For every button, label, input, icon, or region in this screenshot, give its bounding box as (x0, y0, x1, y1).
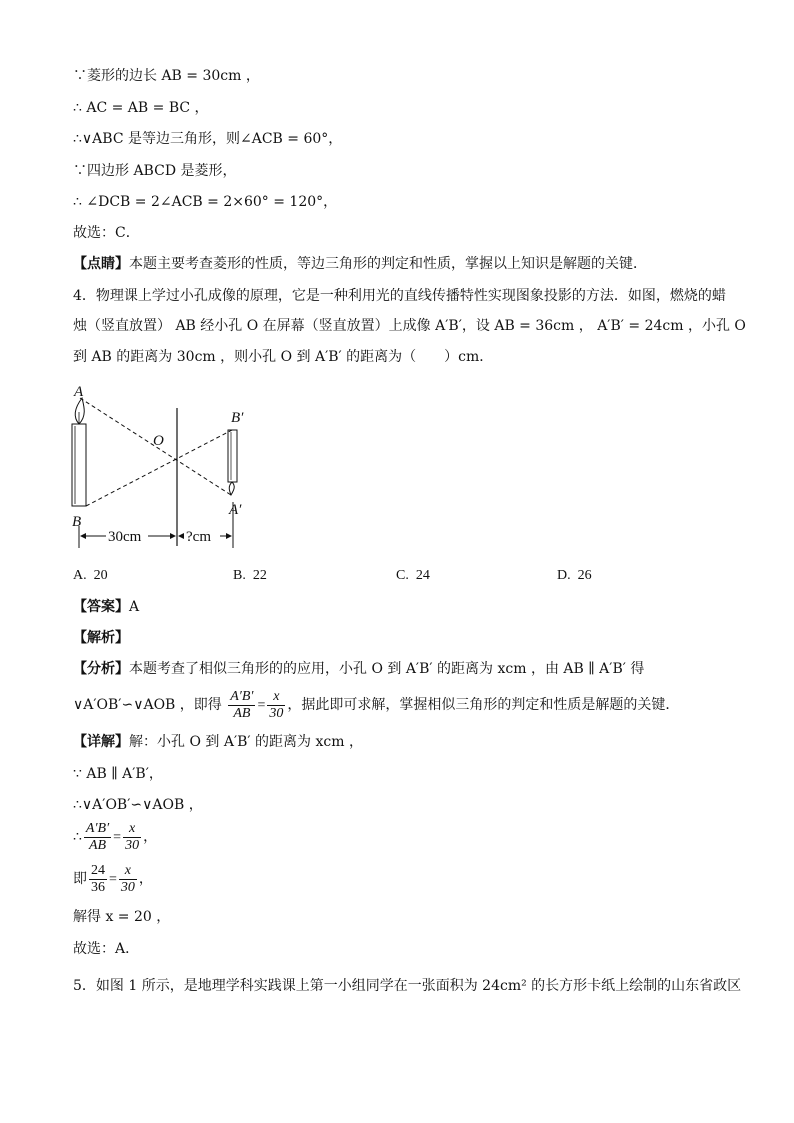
answer-value: A (129, 599, 140, 615)
detail-l5-den2: 30 (120, 879, 135, 895)
dim-label-left: 30cm (108, 529, 142, 545)
candle-flame (75, 398, 84, 424)
dim-label-right: ?cm (186, 529, 211, 545)
analysis-frac2-num: x (267, 689, 285, 706)
option-d[interactable] (557, 566, 592, 586)
detail-l4-pre: ∴ (73, 829, 82, 845)
option-b-letter: B. (233, 568, 246, 583)
analysis-frac-den: AB (233, 705, 251, 721)
detail-l5-pre: 即 (73, 871, 87, 887)
analysis-text-2-post: ，据此即可求解，掌握相似三角形的判定和性质是解题的关键． (287, 697, 680, 713)
jiexi-tag: 【解析】 (73, 630, 129, 646)
answer-tag: 【答案】 (73, 599, 129, 615)
label-B: B (72, 514, 82, 530)
analysis-line-1 (73, 659, 644, 679)
question-4-line-3: 到 AB 的距离为 30cm ，则小孔 O 到 A′B′ 的距离为（ ）cm． (73, 349, 494, 365)
label-A-prime: A′ (229, 502, 242, 518)
detail-l5-fraction-1 (89, 863, 107, 896)
analysis-frac2-den: 30 (269, 705, 284, 721)
detail-tag: 【详解】 (73, 734, 129, 750)
solution-line-1: ∵菱形的边长 AB = 30cm ， (73, 68, 260, 84)
arrowhead-3 (178, 533, 184, 539)
detail-line-6: 解得 x = 20 ， (73, 909, 171, 925)
detail-l4-num1: A′B′ (85, 820, 110, 836)
detail-l4-fraction-2 (123, 821, 141, 854)
detail-line-7: 故选：A． (73, 941, 140, 957)
option-a-value: 20 (93, 568, 108, 583)
question-4-line-1: 4．物理课上学过小孔成像的原理，它是一种利用光的直线传播特性实现图象投影的方法．如图，燃烧的蜡 (73, 288, 726, 304)
arrowhead-2 (170, 533, 176, 539)
analysis-tag: 【分析】 (73, 661, 129, 677)
solution-line-3: ∴∨ABC 是等边三角形，则∠ACB = 60°， (73, 131, 343, 147)
analysis-fraction-2 (267, 689, 285, 722)
detail-line-2: ∵ AB ∥ A′B′， (73, 766, 163, 782)
arrowhead-4 (226, 533, 232, 539)
detail-line-3: ∴∨A′OB′∽∨AOB ， (73, 797, 203, 813)
detail-line-5 (73, 860, 153, 899)
solution-line-6: 故选：C． (73, 225, 140, 241)
analysis-text-1: 本题考查了相似三角形的的应用，小孔 O 到 A′B′ 的距离为 xcm ，由 AB ∥ A′B′ 得 (129, 661, 645, 677)
analysis-frac-eq: = (257, 698, 266, 713)
option-c-letter: C. (396, 568, 409, 583)
question-4-line-2: 烛（竖直放置） AB 经小孔 O 在屏幕（竖直放置）上成像 A′B′，设 AB = 36cm ， A′B′ = 24cm ，小孔 O (73, 318, 746, 334)
detail-l4-den2: 30 (125, 837, 140, 853)
detail-l4-num2: x (123, 821, 141, 838)
answer-line (73, 597, 139, 617)
option-b[interactable] (233, 566, 267, 586)
detail-line-1 (73, 732, 363, 752)
label-B-prime: B′ (231, 410, 244, 426)
detail-l5-den1: 36 (91, 879, 105, 895)
option-b-value: 22 (252, 568, 267, 583)
option-c-value: 24 (415, 568, 430, 583)
analysis-line-2 (73, 686, 679, 725)
pinhole-figure (60, 376, 260, 556)
detail-l5-num1: 24 (91, 862, 105, 878)
option-a[interactable] (73, 566, 108, 586)
candle-body (72, 424, 86, 506)
detail-l5-eq: = (109, 872, 117, 887)
dianjing-note (73, 254, 647, 274)
label-O: O (153, 433, 164, 449)
option-a-letter: A. (73, 568, 87, 583)
question-5-line-1: 5．如图 1 所示，是地理学科实践课上第一小组同学在一张面积为 24cm² 的长方形卡纸上绘制的山东省政区 (73, 978, 742, 994)
solution-line-4: ∵四边形 ABCD 是菱形， (73, 163, 237, 179)
arrowhead-1 (80, 533, 86, 539)
detail-l4-fraction-1 (84, 821, 111, 854)
option-d-letter: D. (557, 568, 571, 583)
detail-l5-num2: x (119, 863, 137, 880)
analysis-fraction-1 (228, 689, 255, 722)
inverted-candle (228, 430, 237, 482)
detail-line-4 (73, 818, 157, 857)
label-A: A (74, 384, 84, 400)
dianjing-tag: 【点睛】 (73, 256, 129, 272)
analysis-frac-num: A′B′ (230, 688, 254, 704)
option-c[interactable] (396, 566, 430, 586)
solution-line-5: ∴ ∠DCB = 2∠ACB = 2×60° = 120°， (73, 194, 338, 210)
detail-l4-eq: = (113, 830, 122, 845)
dianjing-text: 本题主要考查菱形的性质，等边三角形的判定和性质，掌握以上知识是解题的关键． (129, 256, 647, 272)
detail-text-1: 解：小孔 O 到 A′B′ 的距离为 xcm ， (129, 734, 363, 750)
solution-line-2: ∴ AC = AB = BC ， (73, 100, 209, 116)
detail-l4-post: ， (143, 829, 158, 845)
detail-l5-post: ， (138, 871, 153, 887)
option-d-value: 26 (577, 568, 592, 583)
analysis-text-2-pre: ∨A′OB′∽∨AOB ，即得 (73, 697, 222, 713)
detail-l4-den1: AB (88, 837, 107, 853)
inverted-flame (229, 482, 234, 495)
detail-l5-fraction-2 (119, 863, 137, 896)
